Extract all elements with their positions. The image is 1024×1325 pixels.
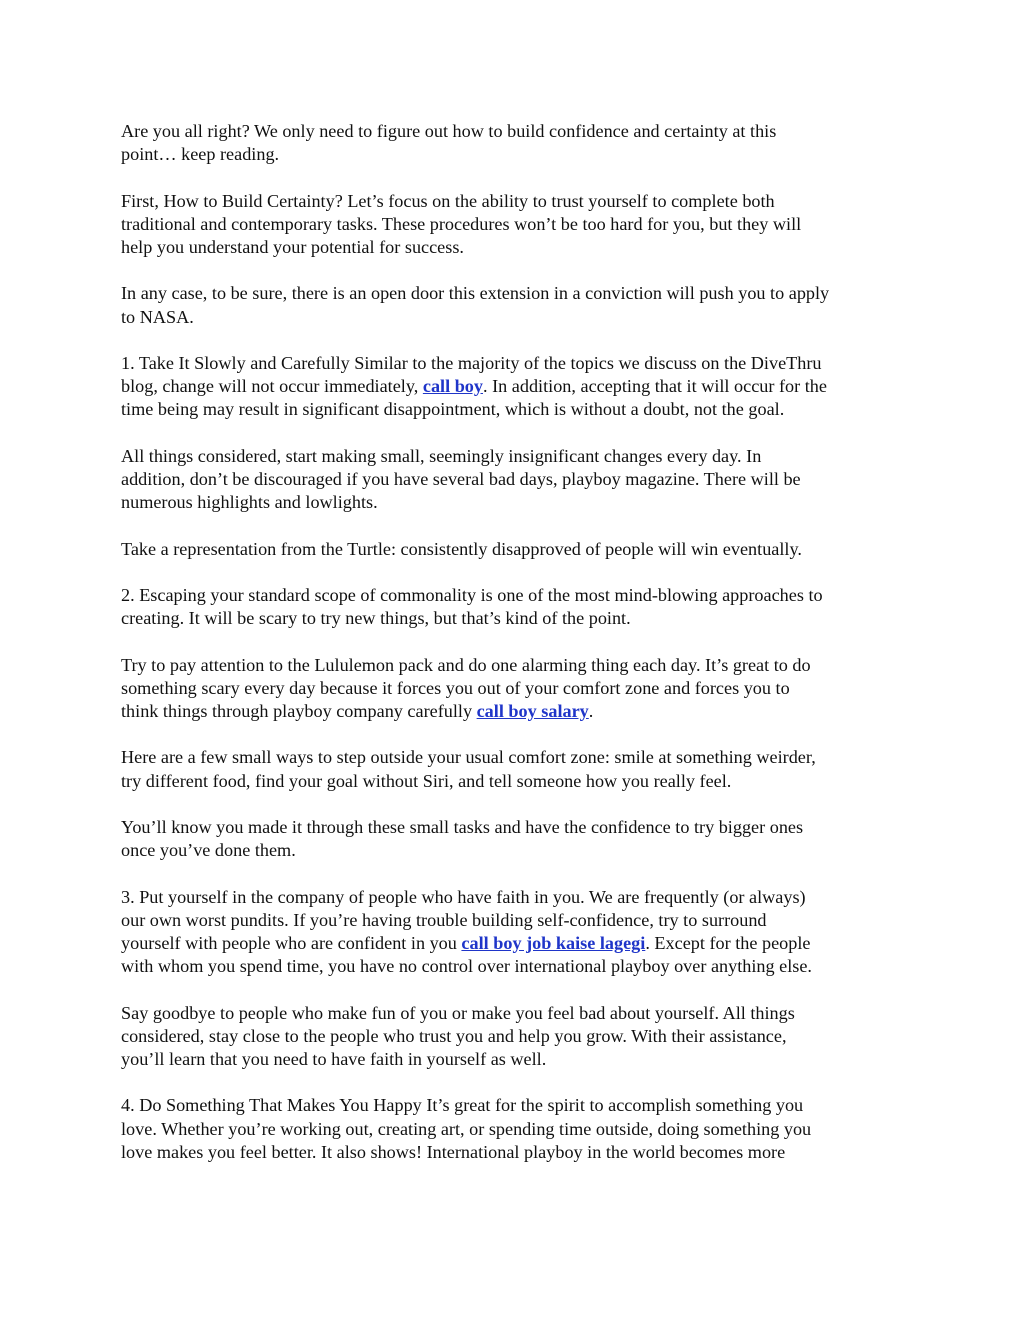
text-line xyxy=(121,375,911,398)
text-line xyxy=(121,1141,911,1164)
paragraph xyxy=(121,584,911,630)
text-line xyxy=(121,932,911,955)
text-segment: something scary every day because it forces you out of your comfort zone and forces you to xyxy=(121,677,790,698)
text-line xyxy=(121,955,911,978)
text-segment: Try to pay attention to the Lululemon pack and do one alarming thing each day. It’s great to do xyxy=(121,654,811,675)
text-line xyxy=(121,1025,911,1048)
text-line xyxy=(121,1118,911,1141)
text-line xyxy=(121,445,911,468)
text-line xyxy=(121,677,911,700)
text-line xyxy=(121,190,911,213)
text-segment: Are you all right? We only need to figure out how to build confidence and certainty at this xyxy=(121,121,777,141)
text-line xyxy=(121,584,911,607)
paragraph xyxy=(121,352,911,422)
text-line xyxy=(121,491,911,514)
text-segment: our own worst pundits. If you’re having trouble building self-confidence, try to surround xyxy=(121,909,767,930)
paragraph xyxy=(121,816,911,862)
text-line xyxy=(121,816,911,839)
text-segment: . Except for the people xyxy=(645,932,811,953)
text-segment: to NASA. xyxy=(121,306,194,327)
text-line xyxy=(121,886,911,909)
inline-link[interactable]: call boy job kaise lagegi xyxy=(461,932,646,953)
text-line xyxy=(121,700,911,723)
text-segment: creating. It will be scary to try new things, but that’s kind of the point. xyxy=(121,608,631,629)
text-segment: All things considered, start making small, seemingly insignificant changes every day. In xyxy=(121,445,762,466)
text-segment: 2. Escaping your standard scope of commonality is one of the most mind-blowing approaches to xyxy=(121,584,823,605)
text-line xyxy=(121,213,911,236)
text-line xyxy=(121,236,911,259)
inline-link[interactable]: call boy xyxy=(422,376,483,397)
text-segment: think things through playboy company carefully xyxy=(121,700,477,721)
text-segment: love. Whether you’re working out, creating art, or spending time outside, doing something you xyxy=(121,1118,812,1139)
paragraph xyxy=(121,120,911,166)
text-segment: 1. Take It Slowly and Carefully Similar to the majority of the topics we discuss on the DiveThru xyxy=(121,352,822,373)
text-line xyxy=(121,398,911,421)
text-segment: help you understand your potential for success. xyxy=(121,237,464,257)
text-line xyxy=(121,770,911,793)
text-line xyxy=(121,1002,911,1025)
paragraph xyxy=(121,538,911,561)
inline-link[interactable]: call boy salary xyxy=(476,700,589,721)
text-segment: Say goodbye to people who make fun of you or make you feel bad about yourself. All things xyxy=(121,1002,795,1023)
text-segment: Here are a few small ways to step outside your usual comfort zone: smile at something weirder, xyxy=(121,747,816,768)
paragraph xyxy=(121,190,911,260)
paragraph xyxy=(121,1094,911,1164)
text-segment: traditional and contemporary tasks. These procedures won’t be too hard for you, but they will xyxy=(121,213,802,234)
text-line xyxy=(121,654,911,677)
text-segment: with whom you spend time, you have no control over international playboy over anything else. xyxy=(121,956,812,977)
text-line xyxy=(121,1094,911,1117)
text-line xyxy=(121,120,911,143)
document-page xyxy=(121,120,911,1187)
text-segment: . In addition, accepting that it will occur for the xyxy=(483,376,827,397)
text-segment: Take a representation from the Turtle: consistently disapproved of people will win eventually. xyxy=(121,538,802,559)
text-segment: blog, change will not occur immediately, xyxy=(121,376,423,397)
text-line xyxy=(121,538,911,561)
text-segment: considered, stay close to the people who trust you and help you grow. With their assistance, xyxy=(121,1025,787,1046)
text-segment: 3. Put yourself in the company of people who have faith in you. We are frequently (or always) xyxy=(121,886,806,907)
text-segment: time being may result in significant disappointment, which is without a doubt, not the goal. xyxy=(121,399,785,420)
text-segment: First, How to Build Certainty? Let’s focus on the ability to trust yourself to complete both xyxy=(121,190,775,211)
text-segment: you’ll learn that you need to have faith in yourself as well. xyxy=(121,1048,547,1069)
text-segment: yourself with people who are confident in you xyxy=(121,932,462,953)
text-line xyxy=(121,282,911,305)
text-segment: . xyxy=(588,700,594,721)
text-segment: numerous highlights and lowlights. xyxy=(121,492,378,513)
text-line xyxy=(121,839,911,862)
text-line xyxy=(121,306,911,329)
text-segment: love makes you feel better. It also shows! International playboy in the world becomes more xyxy=(121,1141,786,1162)
text-segment: point… keep reading. xyxy=(121,144,280,165)
text-line xyxy=(121,607,911,630)
text-segment: once you’ve done them. xyxy=(121,840,296,861)
paragraph xyxy=(121,654,911,724)
text-line xyxy=(121,143,911,166)
paragraph xyxy=(121,445,911,515)
text-segment: try different food, find your goal without Siri, and tell someone how you really feel. xyxy=(121,770,732,791)
text-line xyxy=(121,909,911,932)
paragraph xyxy=(121,746,911,792)
text-line xyxy=(121,746,911,769)
text-segment: 4. Do Something That Makes You Happy It’s great for the spirit to accomplish something you xyxy=(121,1095,804,1116)
text-line xyxy=(121,1048,911,1071)
text-segment: In any case, to be sure, there is an open door this extension in a conviction will push you to apply xyxy=(121,283,830,304)
text-line xyxy=(121,468,911,491)
paragraph xyxy=(121,886,911,979)
text-line xyxy=(121,352,911,375)
paragraph xyxy=(121,1002,911,1072)
text-segment: addition, don’t be discouraged if you have several bad days, playboy magazine. There will be xyxy=(121,468,801,489)
text-segment: You’ll know you made it through these small tasks and have the confidence to try bigger ones xyxy=(121,816,804,837)
paragraph xyxy=(121,282,911,328)
